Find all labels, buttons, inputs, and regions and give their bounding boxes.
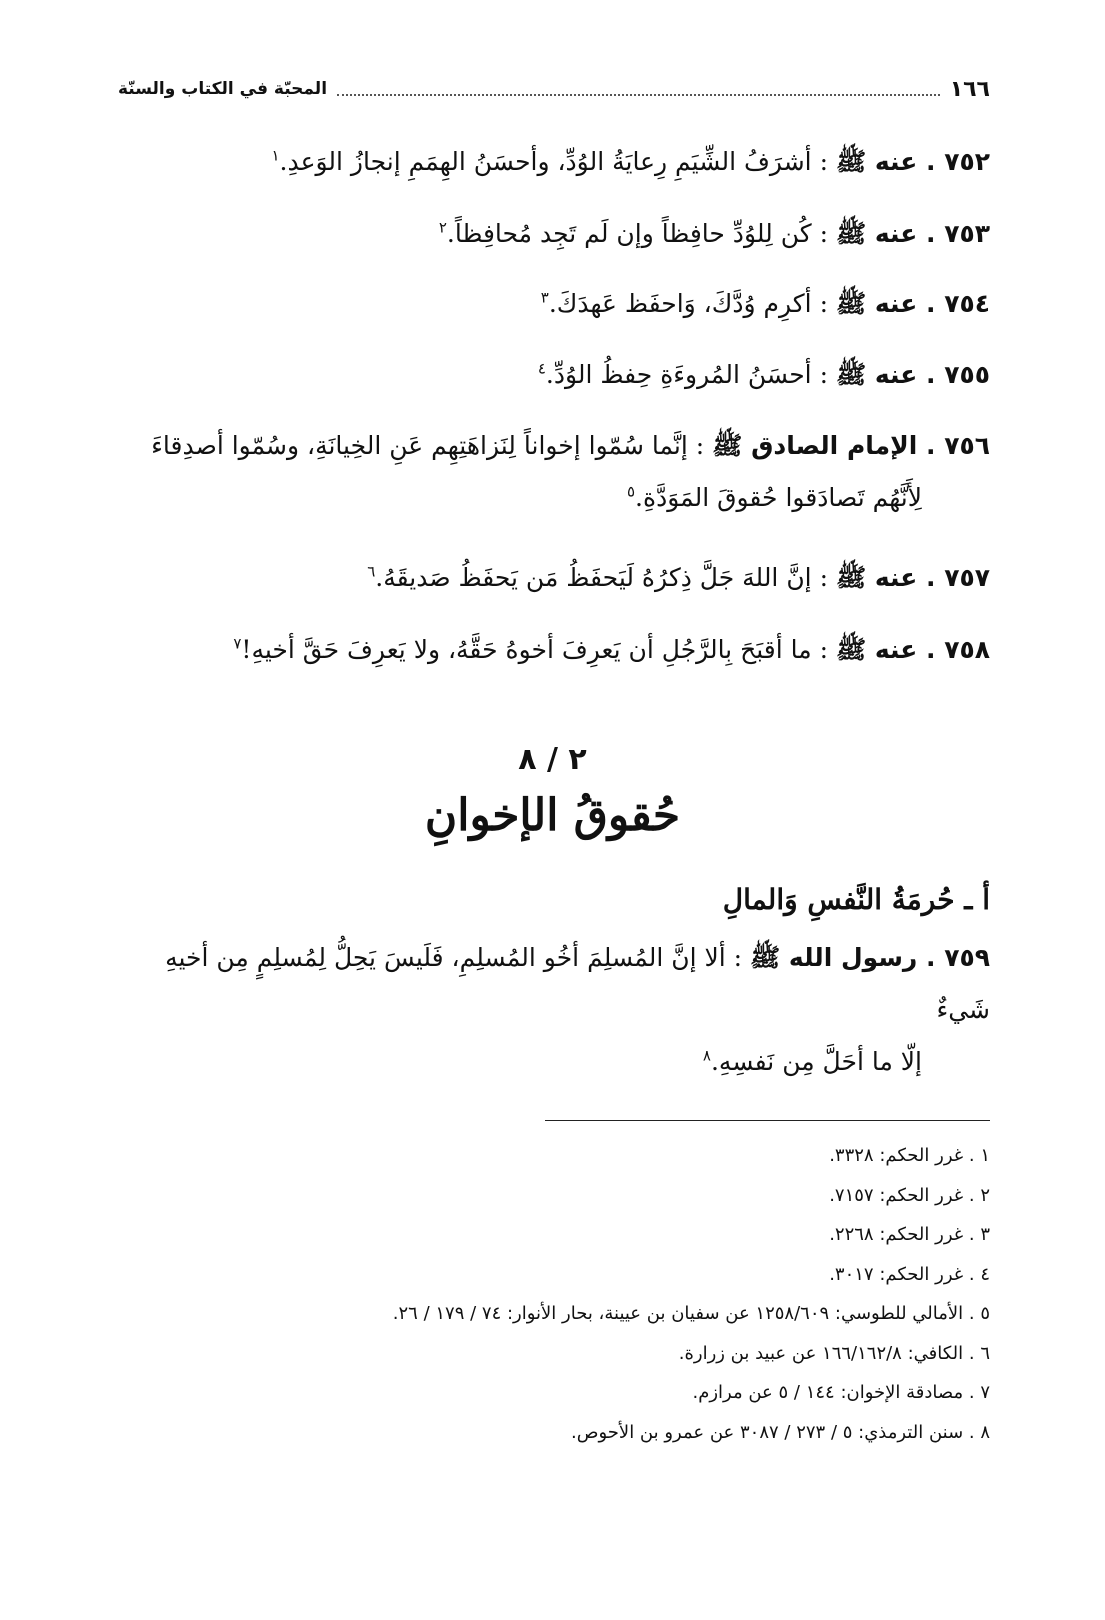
hadith-text: : ما أقبَحَ بِالرَّجُلِ أن يَعرِفَ أخوهُ حَقَّهُ، ولا يَعرِفَ حَقَّ أخيهِ! xyxy=(241,635,828,664)
hadith-entry: ٧٥٧ . عنه ﷺ : إنَّ اللهَ جَلَّ ذِكرُهُ لَيَحفَظُ مَن يَحفَظُ صَديقَهُ.$^٦$ xyxy=(367,562,990,592)
hadith-source: الإمام الصادق ﷺ xyxy=(712,431,918,460)
hadith-number: ٧٥٤ xyxy=(944,289,990,318)
footnote-marker: ٧ xyxy=(233,634,242,653)
footnote-marker: ٢ xyxy=(438,218,447,237)
hadith-text-continuation: إلّا ما أحَلَّ مِن نَفسِهِ. xyxy=(710,1047,922,1076)
hadith-number: ٧٥٥ xyxy=(944,360,990,389)
hadith-text-continuation: لِأَنَّهُم تَصادَقوا حُقوقَ المَوَدَّةِ. xyxy=(635,483,922,512)
hadith-source: عنه ﷺ xyxy=(835,289,918,318)
running-header xyxy=(118,72,990,106)
footnote-marker: ١ xyxy=(271,146,280,165)
footnotes-list xyxy=(115,1136,990,1452)
hadith-entry: ٧٥٨ . عنه ﷺ : ما أقبَحَ بِالرَّجُلِ أن يَعرِفَ أخوهُ حَقَّهُ، ولا يَعرِفَ حَقَّ أخيهِ!$^٧$ xyxy=(233,634,990,664)
hadith-entry: ٧٥٩ . رسول الله ﷺ : ألا إنَّ المُسلِمَ أخُو المُسلِمِ، فَلَيسَ يَحِلُّ لِمُسلِمٍ مِن أخيهِ شَيءٌ إلّا ما أحَلَّ مِن نَفسِهِ.$^٨$ xyxy=(165,943,990,1076)
footnote: ١ . غرر الحكم: ٣٣٢٨. xyxy=(829,1145,990,1166)
footnote: ٦ . الكافي: ١٦٦/١٦٢/٨ عن عبيد بن زرارة. xyxy=(678,1342,990,1364)
section-title: حُقوقُ الإخوانِ xyxy=(424,790,681,841)
header-dotted-leader xyxy=(337,82,940,96)
subsection-heading: أ ـ حُرمَةُ النَّفسِ وَالمالِ xyxy=(722,883,990,916)
hadith-text: : كُن لِلوُدِّ حافِظاً وإن لَم تَجِد مُحافِظاً. xyxy=(446,219,828,248)
footnote: ٣ . غرر الحكم: ٢٢٦٨. xyxy=(829,1224,990,1245)
book-title: المحبّة في الكتاب والسنّة xyxy=(118,79,328,99)
hadith-number: ٧٥٢ xyxy=(944,147,990,176)
footnote: ٨ . سنن الترمذي: ٥ / ٢٧٣ / ٣٠٨٧ عن عمرو بن الأحوص. xyxy=(571,1421,990,1443)
hadith-source: عنه ﷺ xyxy=(835,219,918,248)
footnote-marker: ٥ xyxy=(626,482,636,501)
hadith-entry: ٧٥٥ . عنه ﷺ : أحسَنُ المُروءَةِ حِفظُ الوُدِّ.$^٤$ xyxy=(537,359,990,389)
page-number: ١٦٦ xyxy=(949,76,990,102)
footnote-marker: ٦ xyxy=(367,562,376,581)
hadith-entry: ٧٥٢ . عنه ﷺ : أشرَفُ الشِّيَمِ رِعايَةُ الوُدِّ، وأحسَنُ الهِمَمِ إنجازُ الوَعدِ.$^١$ xyxy=(271,146,990,176)
hadith-number: ٧٥٧ xyxy=(944,563,990,592)
hadith-entry: ٧٥٣ . عنه ﷺ : كُن لِلوُدِّ حافِظاً وإن لَم تَجِد مُحافِظاً.$^٢$ xyxy=(438,218,990,248)
footnote: ٢ . غرر الحكم: ٧١٥٧. xyxy=(829,1184,990,1206)
hadith-source: رسول الله ﷺ xyxy=(750,943,918,972)
hadith-number: ٧٥٨ xyxy=(944,635,990,664)
section-number: ٢ / ٨ xyxy=(518,742,587,777)
footnote: ٧ . مصادقة الإخوان: ١٤٤ / ٥ عن مرازم. xyxy=(692,1382,990,1403)
footnote-divider xyxy=(545,1120,990,1121)
hadith-text: : أكرِم وُدَّكَ، وَاحفَظ عَهدَكَ. xyxy=(548,289,828,318)
hadith-source: عنه ﷺ xyxy=(835,563,918,592)
hadith-number: ٧٥٣ xyxy=(944,219,990,248)
hadith-number: ٧٥٦ xyxy=(944,431,990,460)
hadith-number: ٧٥٩ xyxy=(944,943,990,972)
hadith-source: عنه ﷺ xyxy=(835,360,918,389)
footnote: ٥ . الأمالي للطوسي: ١٢٥٨/٦٠٩ عن سفيان بن عيينة، بحار الأنوار: ٧٤ / ١٧٩ / ٢٦. xyxy=(392,1303,990,1324)
hadith-entry: ٧٥٤ . عنه ﷺ : أكرِم وُدَّكَ، وَاحفَظ عَهدَكَ.$^٣$ xyxy=(540,288,990,318)
hadith-text: : ألا إنَّ المُسلِمَ أخُو المُسلِمِ، فَلَيسَ يَحِلُّ لِمُسلِمٍ مِن أخيهِ شَيءٌ xyxy=(165,943,990,1024)
hadith-text: : أشرَفُ الشِّيَمِ رِعايَةُ الوُدِّ، وأحسَنُ الهِمَمِ إنجازُ الوَعدِ. xyxy=(279,147,828,176)
footnote: ٤ . غرر الحكم: ٣٠١٧. xyxy=(829,1263,990,1285)
hadith-entry: ٧٥٦ . الإمام الصادق ﷺ : إنَّما سُمّوا إخواناً لِنَزاهَتِهِم عَنِ الخِيانَةِ، وسُمّوا أصدِقاءَ لِأَنَّهُم تَصادَقوا حُقوقَ المَوَدَّةِ.$^٥$ xyxy=(151,431,990,512)
hadith-text: : إنَّ اللهَ جَلَّ ذِكرُهُ لَيَحفَظُ مَن يَحفَظُ صَديقَهُ. xyxy=(375,563,828,592)
footnote-marker: ٨ xyxy=(702,1046,711,1065)
hadith-source: عنه ﷺ xyxy=(835,635,918,664)
footnote-marker: ٣ xyxy=(540,288,549,307)
footnote-marker: ٤ xyxy=(537,359,546,378)
hadith-text: : إنَّما سُمّوا إخواناً لِنَزاهَتِهِم عَنِ الخِيانَةِ، وسُمّوا أصدِقاءَ xyxy=(151,431,705,460)
hadith-text: : أحسَنُ المُروءَةِ حِفظُ الوُدِّ. xyxy=(545,360,828,389)
hadith-source: عنه ﷺ xyxy=(835,147,918,176)
